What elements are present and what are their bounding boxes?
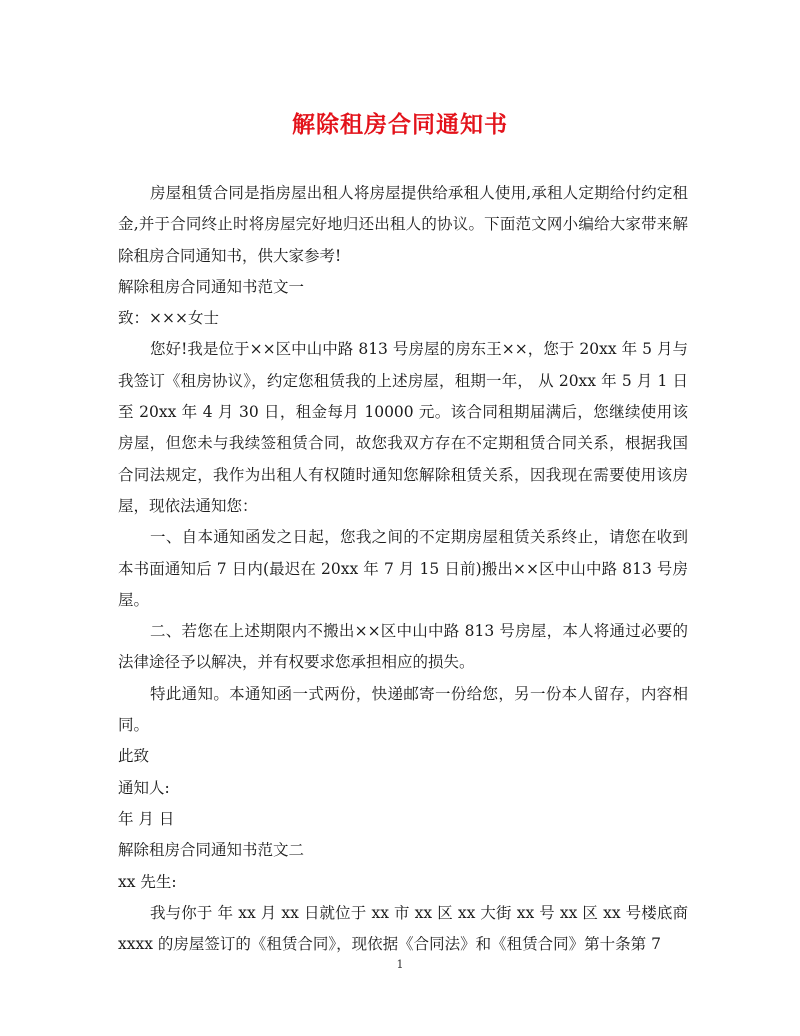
sample1-notifier: 通知人:	[118, 778, 170, 797]
intro-paragraph: 房屋租赁合同是指房屋出租人将房屋提供给承租人使用,承租人定期给付约定租金,并于合同终止时将房屋完好地归还出租人的协议。下面范文网小编给大家带来解除租房合同通知书，供大家参考!	[118, 184, 688, 265]
sample1-paragraph-1: 您好!我是位于××区中山中路 813 号房屋的房东王××，您于 20xx 年 5 月与我签订《租房协议》，约定您租赁我的上述房屋，租期一年， 从 20xx 年 5 月 1 日至 20xx 年 4 月 30 日，租金每月 10000 元。该合同租期届满后，您继续使用该房屋，但您未与我续签租赁合同，故您我双方存在不定期租赁合同关系，根据我国合同法规定，我作为出租人有权随时通知您解除租赁关系，因我现在需要使用该房屋，现依法通知您：	[118, 340, 688, 515]
sample1-salutation: 致：×××女士	[118, 309, 219, 328]
sample1-closing: 此致	[118, 747, 150, 766]
sample2-heading: 解除租房合同通知书范文二	[118, 841, 305, 860]
sample1-heading: 解除租房合同通知书范文一	[118, 277, 305, 296]
page-number: 1	[396, 958, 404, 971]
sample1-paragraph-4: 特此通知。本通知函一式两份，快递邮寄一份给您，另一份本人留存，内容相同。	[118, 684, 688, 735]
document-body	[118, 178, 688, 960]
document-title: 解除租房合同通知书	[292, 111, 508, 138]
sample1-date: 年 月 日	[118, 809, 175, 828]
sample1-paragraph-2: 一、自本通知函发之日起，您我之间的不定期房屋租赁关系终止，请您在收到本书面通知后 7 日内(最迟在 20xx 年 7 月 15 日前)搬出××区中山中路 813 号房屋。	[118, 528, 688, 609]
sample1-paragraph-3: 二、若您在上述期限内不搬出××区中山中路 813 号房屋，本人将通过必要的法律途径予以解决，并有权要求您承担相应的损失。	[118, 622, 688, 672]
sample2-salutation: xx 先生:	[118, 872, 177, 891]
sample2-paragraph-1: 我与你于 年 xx 月 xx 日就位于 xx 市 xx 区 xx 大街 xx 号 xx 区 xx 号楼底商 xxxx 的房屋签订的《租赁合同》，现依据《合同法》和《租赁合同》第十条第 7	[118, 903, 688, 954]
